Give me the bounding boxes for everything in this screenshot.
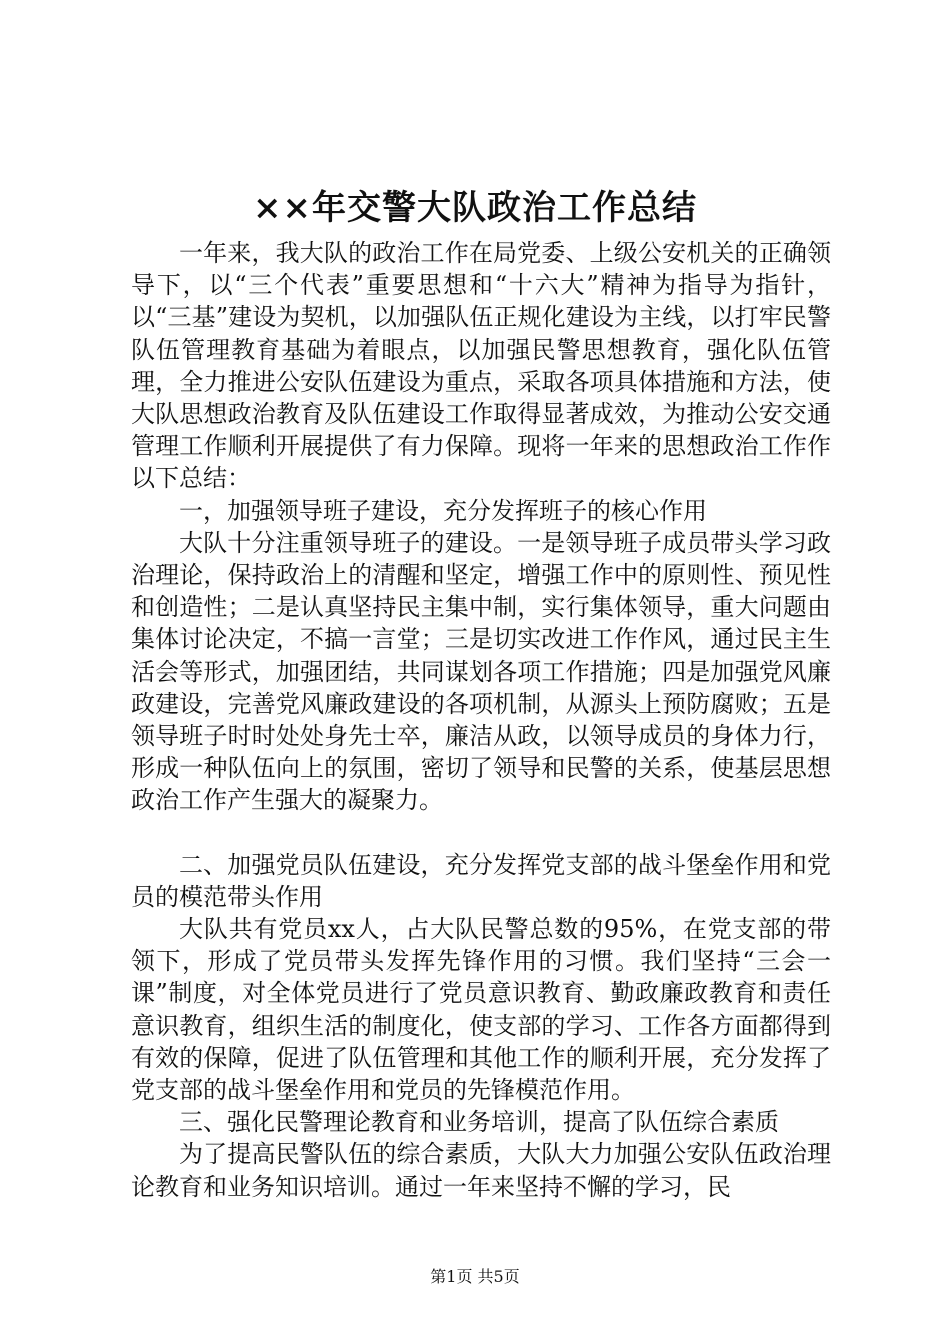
section-heading-3: 三、强化民警理论教育和业务培训，提高了队伍综合素质 (179, 1108, 779, 1137)
section-heading-2: 二、加强党员队伍建设，充分发挥党支部的战斗堡垒作用和党员的模范带头作用 (131, 850, 831, 911)
paragraph-leadership: 大队十分注重领导班子的建设。一是领导班子成员带头学习政治理论，保持政治上的清醒和坚定，增强工作中的原则性、预见性和创造性；二是认真坚持民主集中制，实行集体领导，重大问题由集体讨论决定，不搞一言堂；三是切实改进工作作风，通过民主生活会等形式，加强团结，共同谋划各项工作措施；四是加强党风廉政建设，完善党风廉政建设的各项机制，从源头上预防腐败；五是领导班子时时处处身先士卒，廉洁从政，以领导成员的身体力行，形成一种队伍向上的氛围，密切了领导和民警的关系，使基层思想政治工作产生强大的凝聚力。 (131, 528, 831, 815)
document-body (131, 237, 831, 1203)
section-heading-1: 一，加强领导班子建设，充分发挥班子的核心作用 (179, 496, 707, 525)
paragraph-training: 为了提高民警队伍的综合素质，大队大力加强公安队伍政治理论教育和业务知识培训。通过一年来坚持不懈的学习，民 (131, 1140, 831, 1201)
document-title: ××年交警大队政治工作总结 (253, 188, 697, 228)
page-footer: 第1页 共5页 (430, 1267, 520, 1286)
paragraph-intro: 一年来，我大队的政治工作在局党委、上级公安机关的正确领导下，以“三个代表”重要思想和“十六大”精神为指导为指针，以“三基”建设为契机，以加强队伍正规化建设为主线，以打牢民警队伍管理教育基础为着眼点，以加强民警思想教育，强化队伍管理，全力推进公安队伍建设为重点，采取各项具体措施和方法，使大队思想政治教育及队伍建设工作取得显著成效，为推动公安交通管理工作顺利开展提供了有力保障。现将一年来的思想政治工作作以下总结： (131, 239, 831, 493)
paragraph-party-members: 大队共有党员xx人，占大队民警总数的95%，在党支部的带领下，形成了党员带头发挥先锋作用的习惯。我们坚持“三会一课”制度，对全体党员进行了党员意识教育、勤政廉政教育和责任意识教育，组织生活的制度化，使支部的学习、工作各方面都得到有效的保障，促进了队伍管理和其他工作的顺利开展，充分发挥了党支部的战斗堡垒作用和党员的先锋模范作用。 (131, 915, 831, 1105)
